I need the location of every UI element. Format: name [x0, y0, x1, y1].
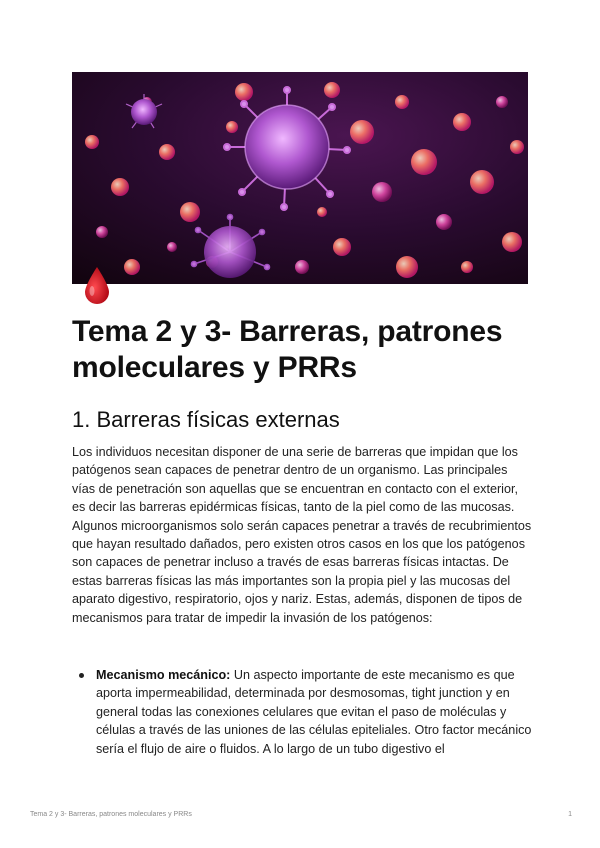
footer-title: Tema 2 y 3- Barreras, patrones moleculares y PRRs [30, 811, 192, 818]
page-title: Tema 2 y 3- Barreras, patrones moleculares y PRRs [72, 315, 503, 384]
paragraph: Algunos microorganismos solo serán capaces penetrar a través de recubrimientos que hayan resultado dañados, pero existen otros casos en los que los patógenos son capaces de penetrar incluso a través de esas barreras físicas intactas. De estas barreras físicas las más importantes son la propia piel y las mucosas del aparato digestivo, respiratorio, ojos y nariz. Estas, además, disponen de tipos de mecanismos para tratar de impedir la invasión de los patógenos: [72, 518, 532, 625]
footer-page-number: 1 [568, 811, 572, 818]
bullet-text: Un aspecto importante de este mecanismo es que aporta impermeabilidad, determinada por desmosomas, tight junction y en general todas las conexiones celulares que evitan el paso de moléculas y células a través de las uniones de las células epiteliales. Otro factor mecánico sería el flujo de aire o fluidos. A lo largo de un tubo digestivo el [96, 668, 532, 756]
list-item [72, 666, 532, 758]
blood-drop-icon [82, 265, 112, 305]
bullet-term: Mecanismo mecánico: [96, 668, 231, 682]
virus-cover-image [72, 72, 528, 284]
bullet-icon [79, 673, 84, 678]
bullet-list [72, 666, 532, 758]
paragraph: Los individuos necesitan disponer de una serie de barreras que impidan que los patógenos sean capaces de penetrar dentro de un organismo. Las principales vías de penetración son aquellas que se encuentran en contacto con el exterior, es decir las barreras epidérmicas físicas, tanto de la piel como de las mucosas. [72, 445, 518, 515]
section-body [72, 443, 532, 627]
section-heading: 1. Barreras físicas externas [72, 407, 340, 432]
